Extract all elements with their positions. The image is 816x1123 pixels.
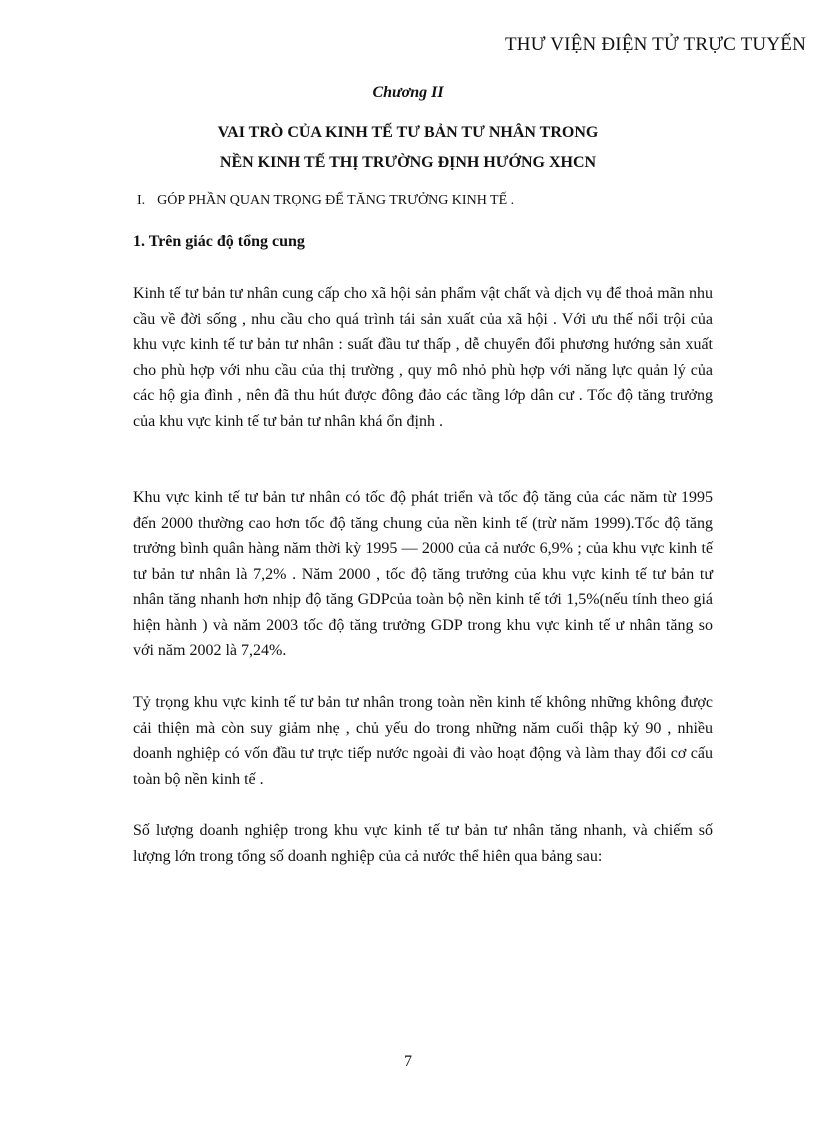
subsection-heading: 1. Trên giác độ tổng cung [133, 233, 305, 250]
body-paragraph: Tỷ trọng khu vực kinh tế tư bản tư nhân trong toàn nền kinh tế không những không được cải thiện mà còn suy giảm nhẹ , chủ yếu do trong những năm cuối thập kỷ 90 , nhiều doanh nghiệp có vốn đầu tư trực tiếp nước ngoài đi vào hoạt động và làm thay đổi cơ cấu toàn bộ nền kinh tế . [133, 694, 713, 788]
chapter-title [0, 118, 816, 178]
chapter-title-line-1: VAI TRÒ CỦA KINH TẾ TƯ BẢN TƯ NHÂN TRONG [217, 124, 599, 141]
body-paragraph: Số lượng doanh nghiệp trong khu vực kinh tế tư bản tư nhân tăng nhanh, và chiếm số lượng lớn trong tổng số doanh nghiệp của cả nước thể hiên qua bảng sau: [133, 822, 713, 865]
body-paragraph: Kinh tế tư bản tư nhân cung cấp cho xã hội sản phẩm vật chất và dịch vụ để thoả mãn nhu cầu về đời sống , nhu cầu cho quá trình tái sản xuất của xã hội . Với ưu thế nổi trội của khu vực kinh tế tư bản tư nhân : suất đầu tư thấp , dễ chuyển đổi phương hướng sản xuất cho phù hợp với nhu cầu của thị trường , quy mô nhỏ phù hợp với năng lực quản lý của các hộ gia đình , nên đã thu hút được đông đảo các tầng lớp dân cư . Tốc độ tăng trưởng của khu vực kinh tế tư bản tư nhân khá ổn định . [133, 285, 713, 430]
body-paragraph: Khu vực kinh tế tư bản tư nhân có tốc độ phát triển và tốc độ tăng của các năm từ 1995 đến 2000 thường cao hơn tốc độ tăng chung của nền kinh tế (trừ năm 1999).Tốc độ tăng trưởng bình quân hàng năm thời kỳ 1995 — 2000 của cả nước 6,9% ; của khu vực kinh tế tư bản tư nhân là 7,2% . Năm 2000 , tốc độ tăng trưởng của khu vực kinh tế tư bản tư nhân tăng nhanh hơn nhịp độ tăng GDPcủa toàn bộ nền kinh tế tới 1,5%(nếu tính theo giá hiện hành ) và năm 2003 tốc độ tăng trưởng GDP trong khu vực kinh tế ư nhân tăng so với năm 2002 là 7,24%. [133, 489, 713, 659]
chapter-label: Chương II [372, 84, 444, 101]
section-number: I. [137, 193, 146, 208]
section-title: GÓP PHẦN QUAN TRỌNG ĐỂ TĂNG TRƯỞNG KINH TẾ . [157, 193, 515, 208]
page-number: 7 [404, 1053, 412, 1070]
running-header: THƯ VIỆN ĐIỆN TỬ TRỰC TUYẾN [504, 34, 806, 55]
chapter-title-line-2: NỀN KINH TẾ THỊ TRƯỜNG ĐỊNH HƯỚNG XHCN [219, 154, 597, 171]
section-heading [137, 193, 514, 209]
